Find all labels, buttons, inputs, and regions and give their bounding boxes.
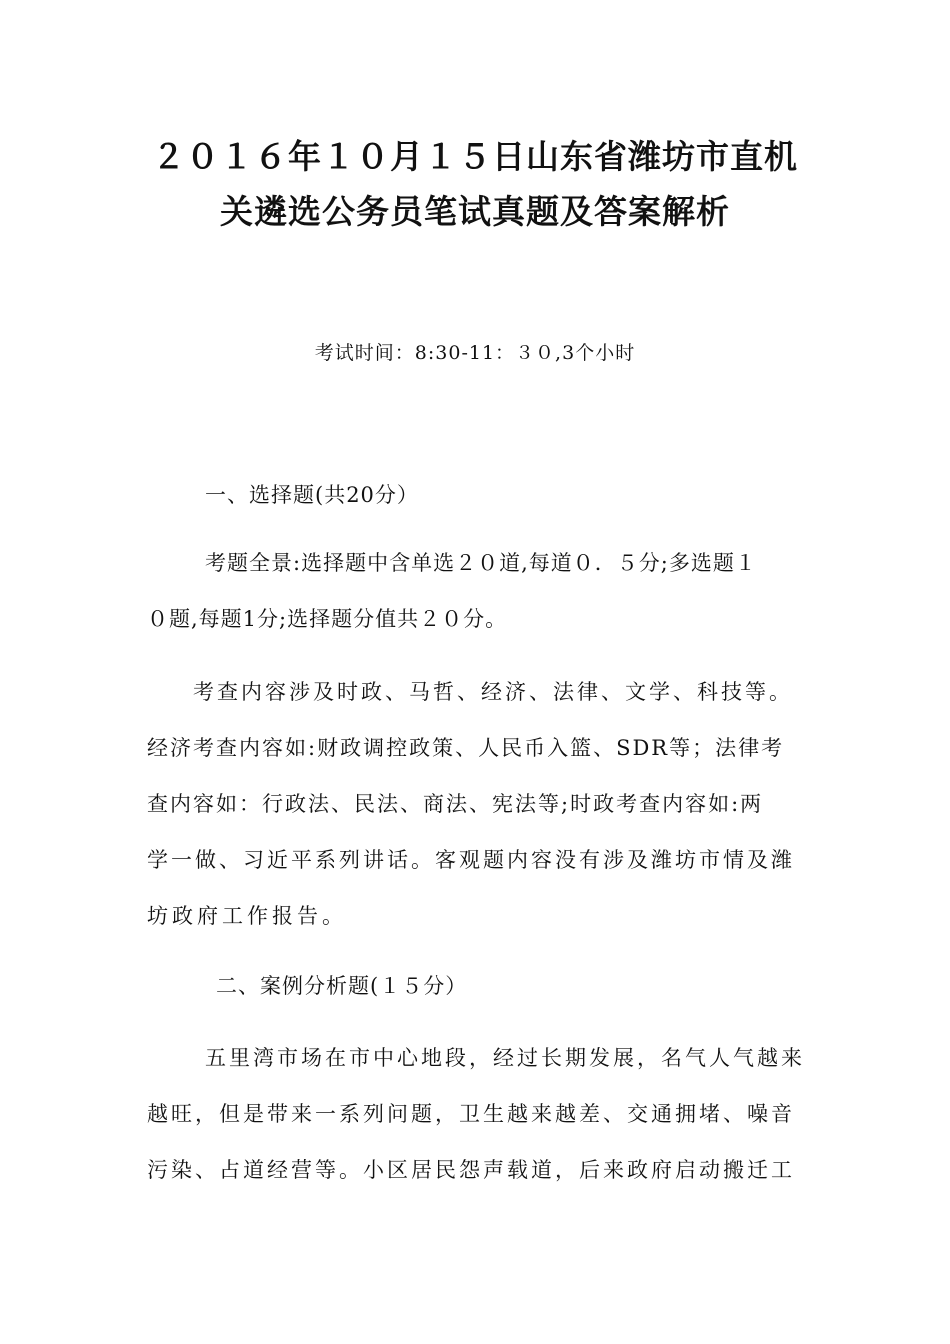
case-line-1: 五里湾市场在市中心地段，经过长期发展，名气人气越来 <box>205 1046 805 1070</box>
document-title-line-1: ２０１６年１０月１５日山东省潍坊市直机 <box>152 137 798 176</box>
content-line-2: 经济考查内容如:财政调控政策、人民币入篮、SDR等；法律考 <box>147 736 785 760</box>
content-line-1: 考查内容涉及时政、马哲、经济、法律、文学、科技等。 <box>193 680 793 704</box>
content-line-4: 学一做、习近平系列讲话。客观题内容没有涉及潍坊市情及潍 <box>147 848 795 872</box>
case-line-2: 越旺，但是带来一系列问题，卫生越来越差、交通拥堵、噪音 <box>147 1102 795 1126</box>
section-2-heading: 二、案例分析题(１５分） <box>216 974 468 998</box>
overview-line-2: ０题,每题1分;选择题分值共２０分。 <box>147 607 508 631</box>
content-line-5: 坊政府工作报告。 <box>147 904 347 928</box>
section-1-heading: 一、选择题(共20分） <box>205 483 419 507</box>
content-line-3: 查内容如：行政法、民法、商法、宪法等;时政考查内容如:两 <box>147 792 764 816</box>
exam-time-text: 考试时间：8:30-11：３０,3个小时 <box>314 342 636 364</box>
case-line-3: 污染、占道经营等。小区居民怨声载道，后来政府启动搬迁工 <box>147 1158 795 1182</box>
document-title-line-2: 关遴选公务员笔试真题及答案解析 <box>220 192 730 231</box>
overview-line-1: 考题全景:选择题中含单选２０道,每道０．５分;多选题１ <box>205 551 757 575</box>
